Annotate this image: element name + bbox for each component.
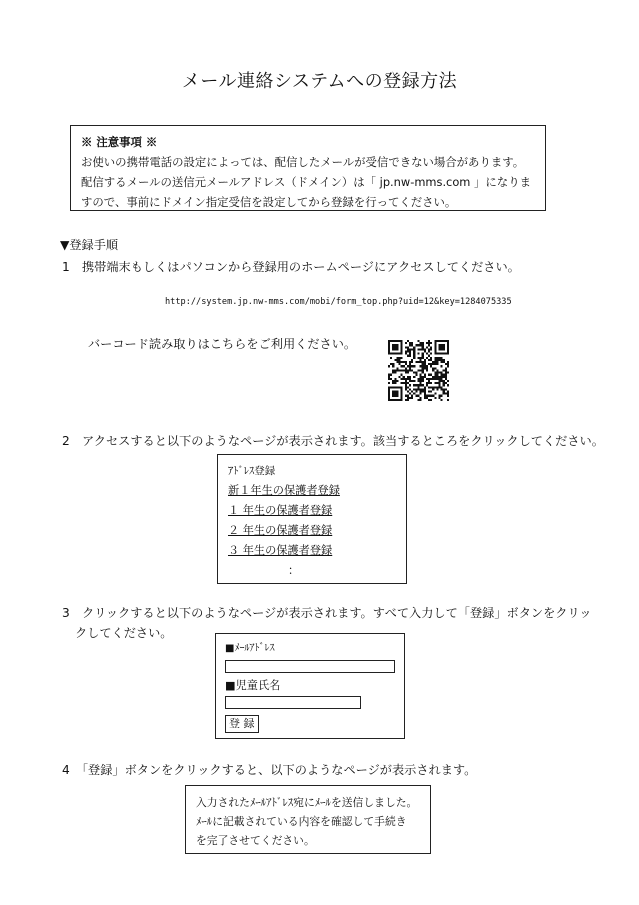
step-3-line-2: クしてください。: [75, 626, 173, 640]
link-third-year-guardian[interactable]: ３ 年生の保護者登録: [228, 544, 333, 557]
register-button[interactable]: 登 録: [225, 715, 259, 733]
email-field[interactable]: [225, 660, 395, 673]
confirmation-line-3: を完了させてください。: [196, 834, 315, 847]
step-3-line-1: 3 クリックすると以下のようなページが表示されます。すべて入力して「登録」ボタンをクリッ: [62, 606, 592, 620]
page-title: メール連絡システムへの登録方法: [181, 71, 458, 92]
notice-line-2a: 配信するメールの送信元メールアドレス（ドメイン）は「: [81, 175, 377, 189]
barcode-note: バーコード読み取りはこちらをご利用ください。: [88, 337, 357, 351]
link-new-first-year-guardian[interactable]: 新１年生の保護者登録: [228, 484, 340, 497]
notice-box: [70, 125, 546, 211]
email-label: ■ﾒｰﾙｱﾄﾞﾚｽ: [225, 643, 275, 654]
procedure-heading: ▼登録手順: [60, 238, 119, 252]
confirmation-line-1: 入力されたﾒｰﾙｱﾄﾞﾚｽ宛にﾒｰﾙを送信しました。: [196, 796, 418, 809]
registration-url[interactable]: http://system.jp.nw-mms.com/mobi/form_top.php?uid=12&key=1284075335: [165, 297, 512, 307]
confirmation-line-2: ﾒｰﾙに記載されている内容を確認して手続き: [196, 815, 407, 828]
child-name-label: ■児童氏名: [225, 679, 281, 692]
notice-line-3: すので、事前にドメイン指定受信を設定してから登録を行ってください。: [81, 195, 457, 209]
notice-domain: jp.nw-mms.com: [376, 175, 475, 189]
child-name-field[interactable]: [225, 696, 361, 709]
link-second-year-guardian[interactable]: ２ 年生の保護者登録: [228, 524, 333, 537]
mock-page-address-registration: [217, 454, 407, 584]
notice-line-2b: 」になりま: [474, 175, 531, 189]
mock-page-input-form: [215, 633, 405, 739]
qr-code-icon: [388, 340, 449, 401]
step-1: 1 携帯端末もしくはパソコンから登録用のホームページにアクセスしてください。: [62, 260, 520, 274]
link-first-year-guardian[interactable]: １ 年生の保護者登録: [228, 504, 333, 517]
mock-page1-heading: ｱﾄﾞﾚｽ登録: [228, 465, 276, 477]
step-4: 4 「登録」ボタンをクリックすると、以下のようなページが表示されます。: [62, 763, 477, 777]
notice-line-1: お使いの携帯電話の設定によっては、配信したメールが受信できない場合があります。: [81, 155, 525, 169]
step-2: 2 アクセスすると以下のようなページが表示されます。該当するところをクリックしてください。: [62, 434, 604, 448]
mock-page-confirmation: [185, 785, 431, 854]
notice-heading: ※ 注意事項 ※: [81, 135, 158, 149]
more-indicator: ：: [288, 564, 300, 577]
